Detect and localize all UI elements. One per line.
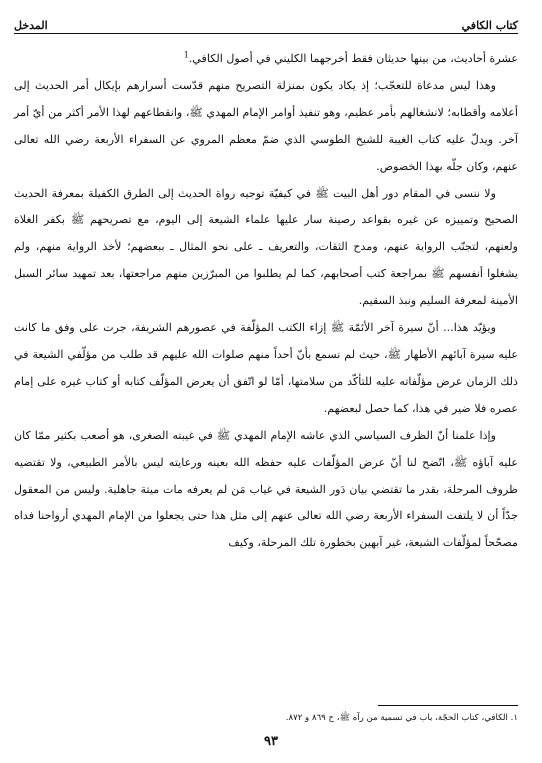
- section-title: المدخل: [14, 19, 48, 32]
- paragraph: ويؤيّد هذا... أنّ سيرة آخر الأئمّة ﷺ إزاء الكتب المؤلّفة في عصورهم الشريفة، جرت على وفق ما كانت عليه سيرة آبائهم الأطهار ﷺ، حيث لم نسمع بأنّ أحداً منهم صلوات الله عليهم قد طلب من مؤلّفي الشيعة في ذلك الزمان عرض مؤلّفاته عليه للتأكّد من سلامتها، أمّا لو اتّفق أن يعرض المؤلّف كتابه أو كتاب غيره على إمام عصره فلا ضير في هذا، كما حصل لبعضهم.: [14, 321, 518, 415]
- footnote-rule: [378, 705, 518, 706]
- page-number: ٩٣: [264, 734, 278, 749]
- paragraph: وإذا علمنا أنّ الظرف السياسي الذي عاشه الإمام المهدي ﷺ في غيبته الصغرى، هو أصعب بكثير ممّا كان عليه آباؤه ﷺ، اتّضح لنا أنّ عرض المؤلّفات عليه حفظه الله بعينه ورعايته ليس بالأمر الطبيعي، ولا تقتضيه ظروف المرحلة، بقدر ما تقتضي بيان دَور الشيعة في غياب مَن لم يعرفه مات ميتة جاهلية. وليس من المعقول جدّاً أن لا يلتفت السفراء الأربعة رضي الله تعالى عنهم إلى مثل هذا حتى يجعلوا من الإمام المهدي أرواحنا فداه مصحّحاً لمؤلّفات الشيعة، غير آبهين بخطورة تلك المرحلة، وكيف: [14, 428, 518, 550]
- body-text: [14, 46, 518, 557]
- footnote: ١. الكافي، كتاب الحجّة، باب في تسمية من رآه ﷺ، ح ٨٦٩ و ٨٧٢.: [285, 713, 518, 723]
- footnote-marker: 1: [183, 50, 189, 60]
- paragraph: ولا ننسى في المقام دور أهل البيت ﷺ في كيفيّة توجيه رواة الحديث إلى الطرق الكفيلة بمعرفة الحديث الصحيح وتمييزه عن غيره بقواعد رصينة سار عليها علماء الشيعة إلى اليوم، مع تصريحهم ﷺ بكفر الغلاة ولعنهم، لتجنّب الرواية عنهم، ومدح الثقات، والتعريف ـ على نحو المثال ـ ببعضهم؛ لأخذ الرواية منهم، ولم يشغلوا أنفسهم ﷺ بمراجعة كتب أصحابهم، كما لم يطلبوا من المبرّزين منهم مراجعتها، بعد تمهيد سائر السبل الأمينة لمعرفة السليم ونبذ السقيم.: [14, 186, 518, 308]
- header-rule: [14, 33, 518, 34]
- paragraph: عشرة أحاديث، من بينها حديثان فقط أخرجهما الكليني في أصول الكافي.$^1$: [183, 50, 518, 65]
- paragraph: وهذا ليس مدعاة للتعجّب؛ إذ يكاد يكون بمنزلة التصريح منهم قدّست أسرارهم بإيكال أمر الحديث إلى أعلامه وأقطابه؛ لانشغالهم بأمر عظيم، وهو تنفيذ أوامر الإمام المهدي ﷺ، وانقطاعهم لهذا الأمر أكثر من أيّ أمر آخر. ويدلّ عليه كتاب الغيبة للشيخ الطوسي الذي ضمّ معظم المروي عن السفراء الأربعة رضي الله تعالى عنهم، وكان جلّه بهذا الخصوص.: [14, 78, 518, 173]
- running-header: [14, 10, 518, 32]
- book-title: كتاب الكافي: [461, 19, 518, 32]
